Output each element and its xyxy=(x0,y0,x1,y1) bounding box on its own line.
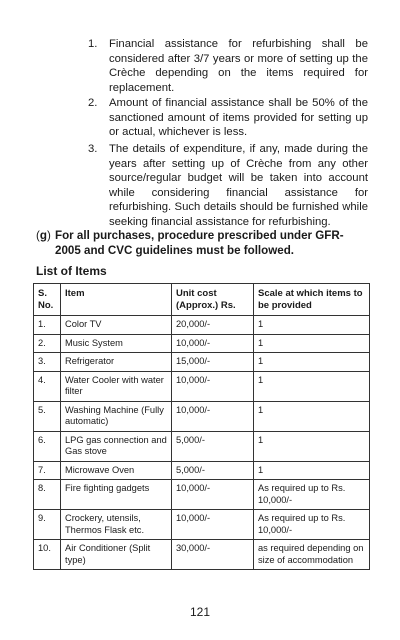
header-unit-cost: Unit cost (Approx.) Rs. xyxy=(172,284,254,316)
cell-sno: 6. xyxy=(34,431,61,461)
page-number: 121 xyxy=(189,605,211,619)
cell-item: Microwave Oven xyxy=(61,461,172,480)
cell-item: Air Conditioner (Split type) xyxy=(61,540,172,570)
cell-scale: 1 xyxy=(254,371,370,401)
header-item: Item xyxy=(61,284,172,316)
cell-sno: 4. xyxy=(34,371,61,401)
cell-item: Color TV xyxy=(61,316,172,335)
numbered-item-1 xyxy=(88,37,368,95)
cell-item: Washing Machine (Fully automatic) xyxy=(61,401,172,431)
table-row xyxy=(34,353,370,372)
cell-sno: 7. xyxy=(34,461,61,480)
cell-unit-cost: 10,000/- xyxy=(172,480,254,510)
table-row xyxy=(34,334,370,353)
cell-unit-cost: 5,000/- xyxy=(172,431,254,461)
items-table xyxy=(33,283,370,570)
cell-sno: 3. xyxy=(34,353,61,372)
paragraph-text: For all purchases, procedure prescribed under GFR-2005 and CVC guidelines must be followed. xyxy=(55,229,344,257)
item-number: 2. xyxy=(88,97,98,109)
table-row xyxy=(34,401,370,431)
table-row xyxy=(34,461,370,480)
cell-unit-cost: 10,000/- xyxy=(172,334,254,353)
cell-sno: 1. xyxy=(34,316,61,335)
paragraph-label xyxy=(36,228,51,243)
numbered-item-2 xyxy=(88,96,368,140)
table-header-row xyxy=(34,284,370,316)
list-heading: List of Items xyxy=(36,264,107,278)
paragraph-g xyxy=(36,228,368,258)
table-row xyxy=(34,540,370,570)
cell-unit-cost: 10,000/- xyxy=(172,510,254,540)
cell-scale: As required up to Rs. 10,000/- xyxy=(254,480,370,510)
item-text: The details of expenditure, if any, made during the years after setting up of Crèche from any other source/regular budget will be taken into account while considering financial assistance for refurbishing. Such details should be furnished while seeking financial assistance for refurbishing. xyxy=(109,143,368,228)
item-number: 3. xyxy=(88,143,98,155)
cell-sno: 10. xyxy=(34,540,61,570)
cell-sno: 9. xyxy=(34,510,61,540)
table-row xyxy=(34,316,370,335)
cell-sno: 2. xyxy=(34,334,61,353)
cell-unit-cost: 5,000/- xyxy=(172,461,254,480)
numbered-item-3 xyxy=(88,142,368,230)
header-sno: S. No. xyxy=(34,284,61,316)
cell-scale: 1 xyxy=(254,353,370,372)
cell-item: Music System xyxy=(61,334,172,353)
cell-item: Refrigerator xyxy=(61,353,172,372)
table-row xyxy=(34,480,370,510)
cell-item: Crockery, utensils, Thermos Flask etc. xyxy=(61,510,172,540)
cell-scale: As required up to Rs. 10,000/- xyxy=(254,510,370,540)
cell-item: Water Cooler with water filter xyxy=(61,371,172,401)
table-row xyxy=(34,431,370,461)
cell-scale: 1 xyxy=(254,334,370,353)
cell-unit-cost: 10,000/- xyxy=(172,371,254,401)
cell-scale: 1 xyxy=(254,461,370,480)
label-letter: g xyxy=(39,229,47,242)
cell-scale: 1 xyxy=(254,431,370,461)
table-row xyxy=(34,371,370,401)
cell-sno: 8. xyxy=(34,480,61,510)
cell-unit-cost: 15,000/- xyxy=(172,353,254,372)
cell-unit-cost: 30,000/- xyxy=(172,540,254,570)
item-number: 1. xyxy=(88,38,98,50)
cell-scale: as required depending on size of accommodation xyxy=(254,540,370,570)
cell-unit-cost: 20,000/- xyxy=(172,316,254,335)
label-open: ( xyxy=(36,229,40,242)
item-text: Financial assistance for refurbishing shall be considered after 3/7 years or more of setting up the Crèche depending on the items required for replacement. xyxy=(109,38,368,94)
cell-item: Fire fighting gadgets xyxy=(61,480,172,510)
cell-sno: 5. xyxy=(34,401,61,431)
cell-unit-cost: 10,000/- xyxy=(172,401,254,431)
cell-scale: 1 xyxy=(254,401,370,431)
table-row xyxy=(34,510,370,540)
header-scale: Scale at which items to be provided xyxy=(254,284,370,316)
cell-scale: 1 xyxy=(254,316,370,335)
item-text: Amount of financial assistance shall be 50% of the sanctioned amount of items provided for setting up or actual, whichever is less. xyxy=(109,97,368,139)
cell-item: LPG gas connection and Gas stove xyxy=(61,431,172,461)
label-close: ) xyxy=(46,229,51,242)
